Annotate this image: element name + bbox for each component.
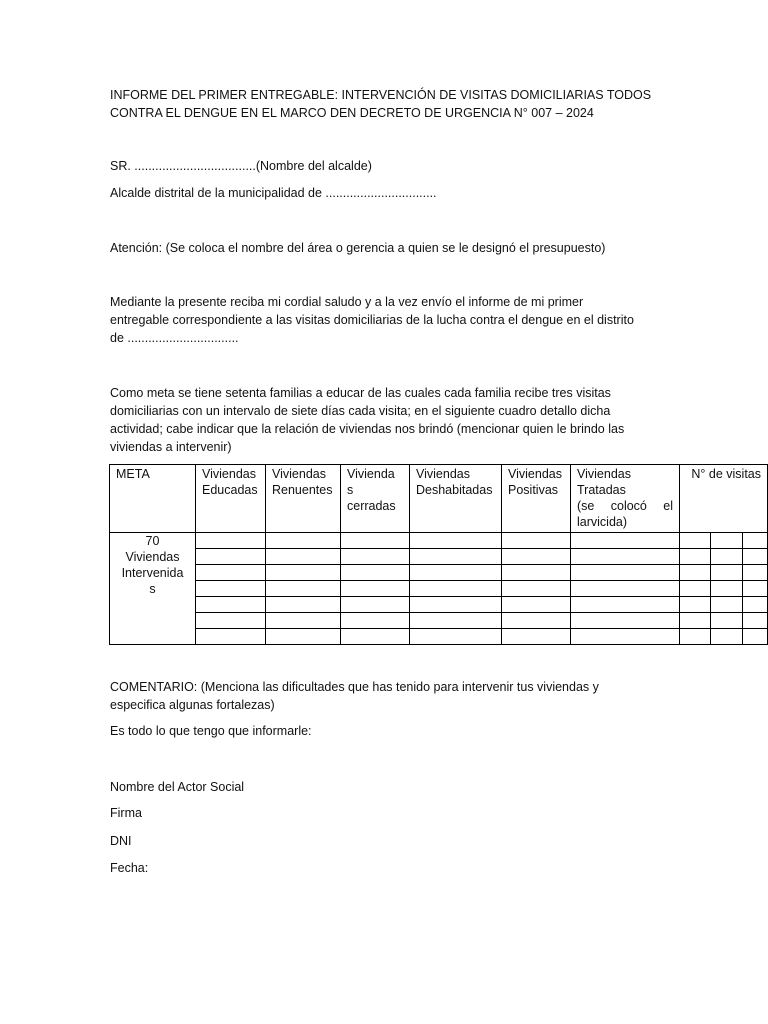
header-meta: META [110,465,196,533]
header-tratadas: Viviendas Tratadas (se colocó el larvicida) [571,465,680,533]
intro-paragraph [110,293,634,347]
comment-paragraph [110,678,599,714]
header-renuentes: Viviendas Renuentes [266,465,341,533]
paragraph-line: de ................................ [110,331,239,345]
table-row [110,581,768,597]
visits-table [109,464,768,645]
signature-firma: Firma [110,806,142,820]
report-title-line: INFORME DEL PRIMER ENTREGABLE: INTERVENCIÓN DE VISITAS DOMICILIARIAS TODOS [110,88,652,102]
table-row [110,613,768,629]
report-title [110,86,651,122]
header-educadas: Viviendas Educadas [196,465,266,533]
meta-cell: 70 Viviendas Intervenida s [110,533,196,645]
table-row [110,597,768,613]
header-cerradas: Vivienda s cerradas [341,465,410,533]
table-row [110,533,768,549]
paragraph-line: actividad; cabe indicar que la relación de viviendas nos brindó (mencionar quien le brindo las [110,422,625,436]
paragraph-line: entregable correspondiente a las visitas domiciliarias de la lucha contra el dengue en el distrito [110,313,634,327]
addressee-name-line: SR. ...................................(Nombre del alcalde) [110,159,372,173]
paragraph-line: viviendas a intervenir) [110,440,232,454]
table-row [110,565,768,581]
closing-line: Es todo lo que tengo que informarle: [110,724,312,738]
report-title-line: CONTRA EL DENGUE EN EL MARCO DEN DECRETO DE URGENCIA N° 007 – 2024 [110,106,594,120]
signature-dni: DNI [110,834,132,848]
goal-paragraph [110,384,624,456]
paragraph-line: Como meta se tiene setenta familias a educar de las cuales cada familia recibe tres visitas [110,386,611,400]
paragraph-line: Mediante la presente reciba mi cordial saludo y a la vez envío el informe de mi primer [110,295,584,309]
paragraph-line: domiciliarias con un intervalo de siete días cada visita; en el siguiente cuadro detallo dicha [110,404,611,418]
table-row [110,549,768,565]
signature-name: Nombre del Actor Social [110,780,245,794]
table-header-row [110,465,768,533]
addressee-title-line: Alcalde distrital de la municipalidad de ................................ [110,186,437,200]
table-row [110,629,768,645]
paragraph-line: COMENTARIO: (Menciona las dificultades que has tenido para intervenir tus viviendas y [110,680,599,694]
header-visitas: N° de visitas [680,465,768,533]
signature-fecha: Fecha: [110,861,149,875]
attention-line: Atención: (Se coloca el nombre del área o gerencia a quien se le designó el presupuesto) [110,241,606,255]
header-deshabitadas: Viviendas Deshabitadas [410,465,502,533]
paragraph-line: especifica algunas fortalezas) [110,698,275,712]
header-positivas: Viviendas Positivas [502,465,571,533]
